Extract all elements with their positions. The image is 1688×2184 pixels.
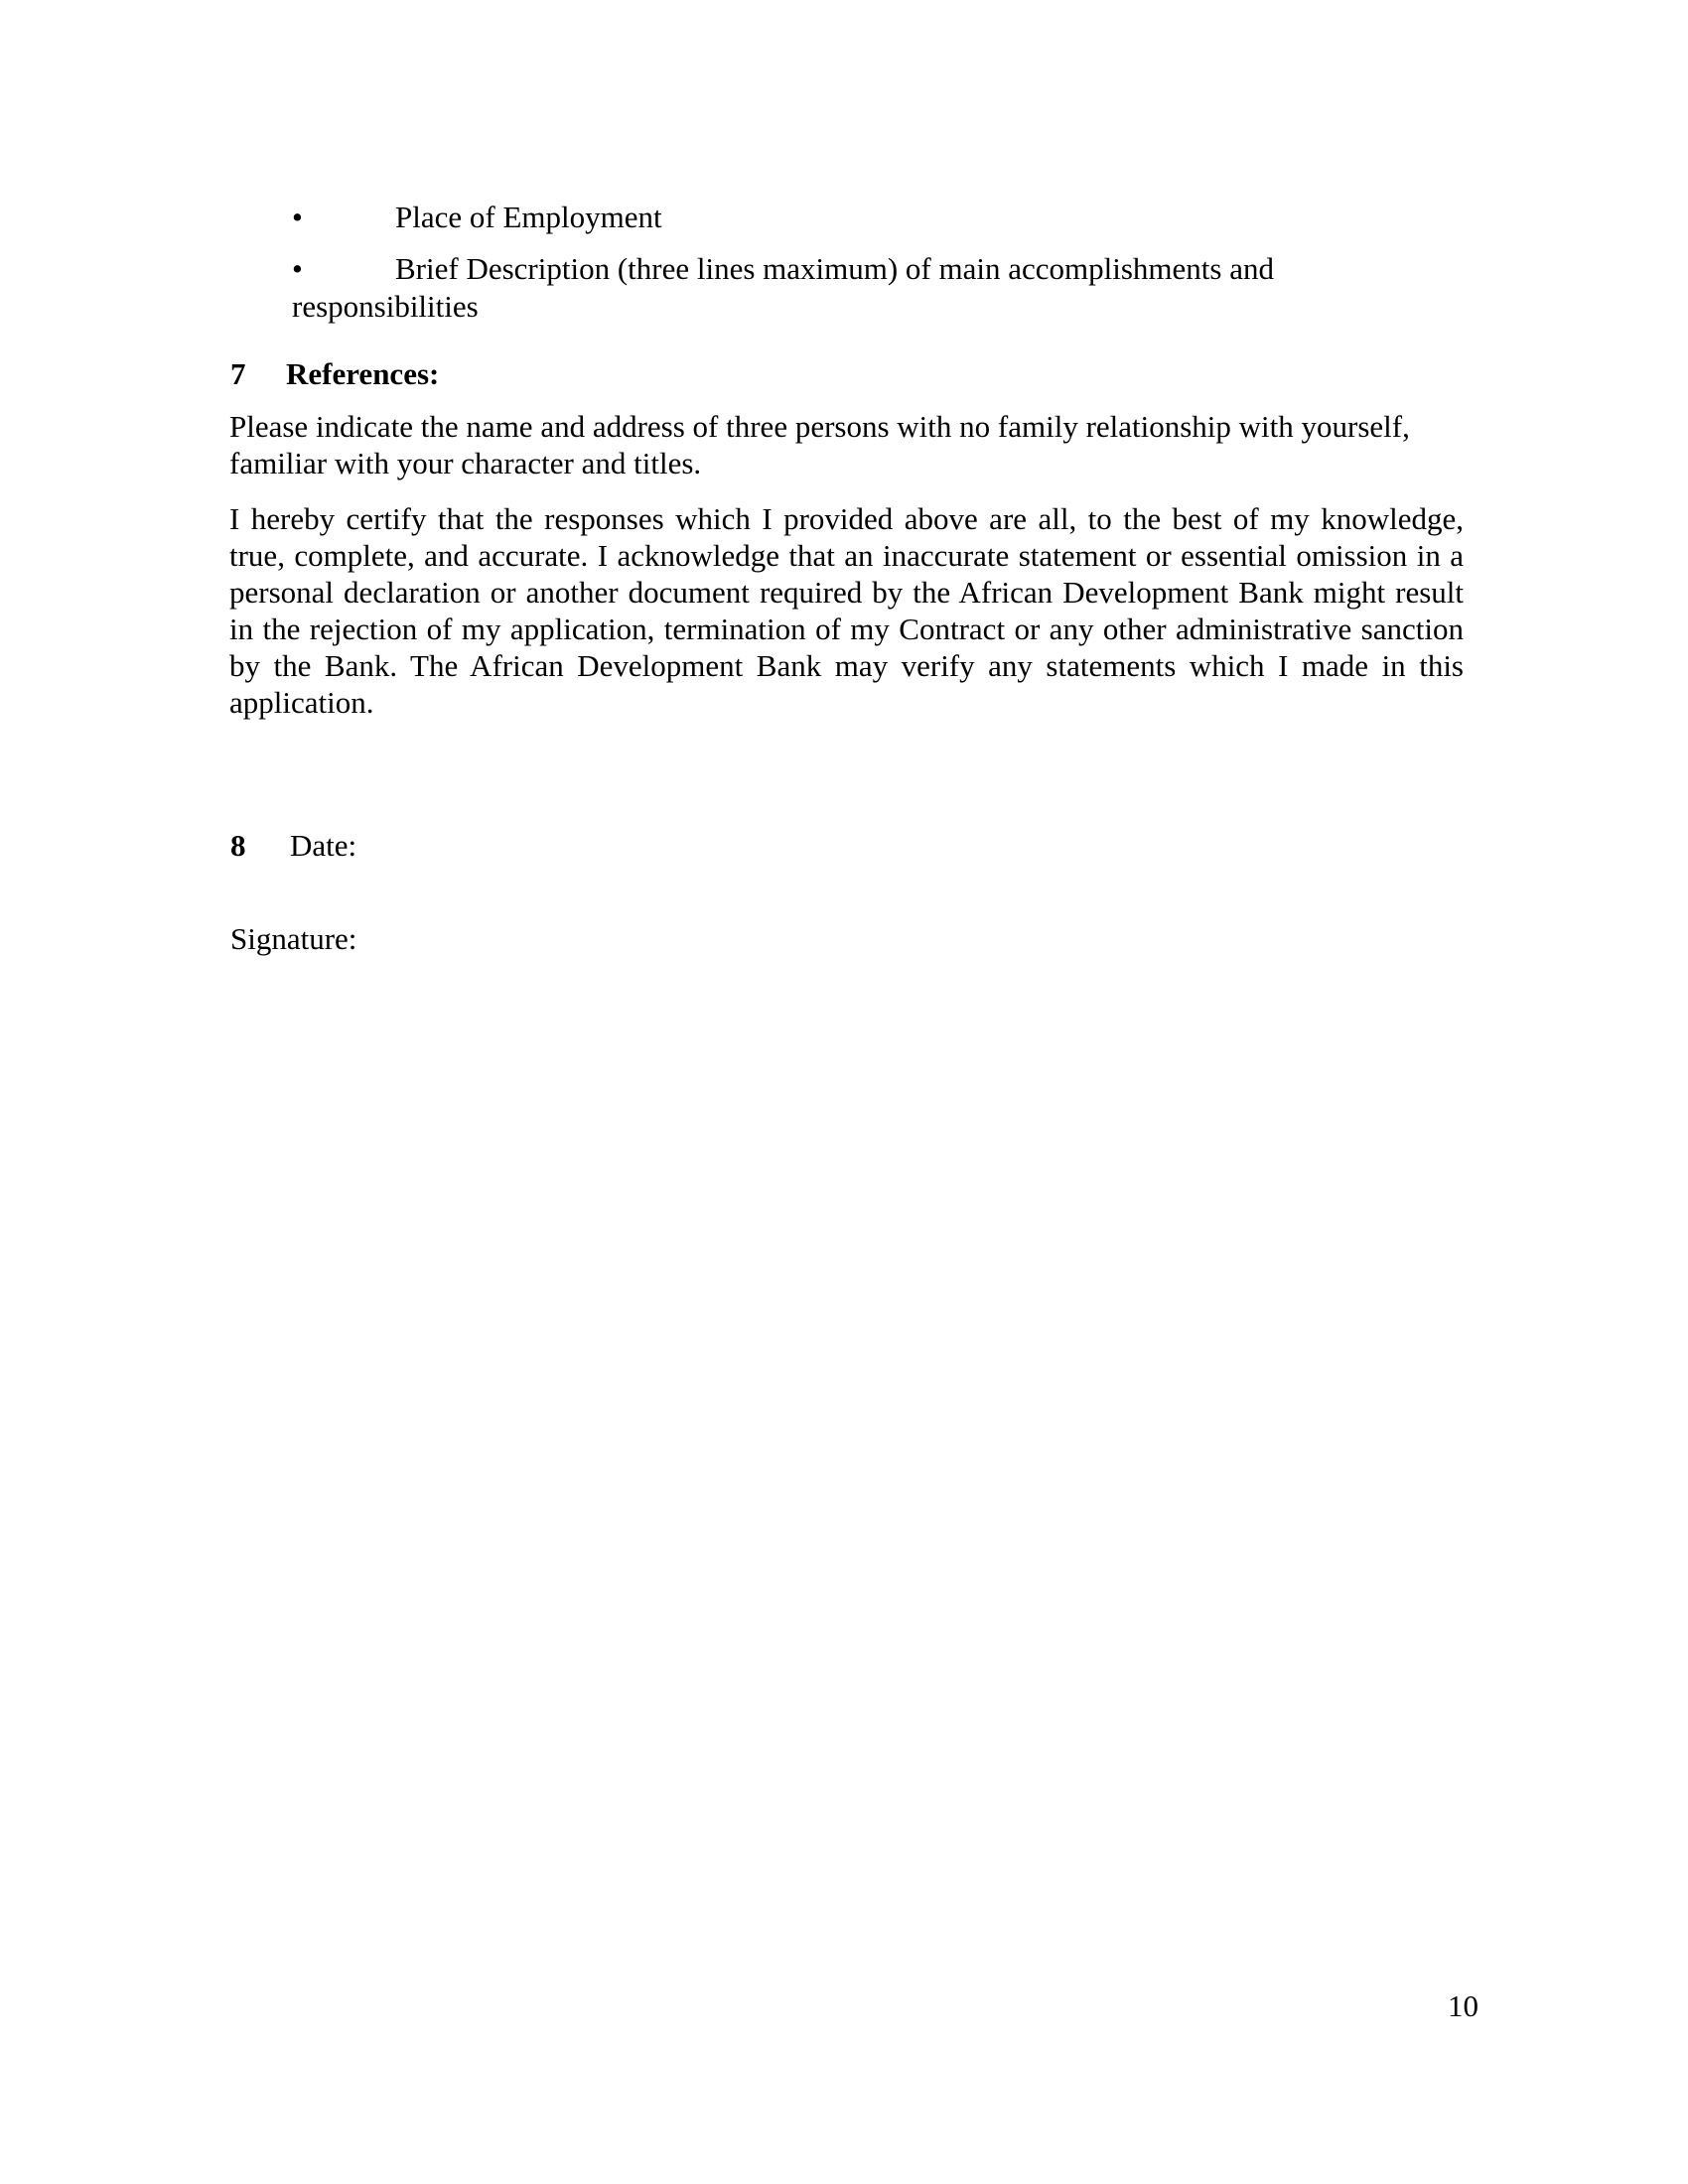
section-7-title: References: bbox=[286, 356, 440, 391]
references-instructions: Please indicate the name and address of three persons with no family relationship with yourself, familiar with your character and titles. bbox=[229, 409, 1410, 480]
bullet-marker: • bbox=[292, 251, 303, 286]
date-label: Date: bbox=[290, 828, 357, 863]
certification-statement: I hereby certify that the responses which I provided above are all, to the best of my knowledge, true, complete, and accurate. I acknowledge that an inaccurate statement or essential omission in a personal declaration or another document required by the African Development Bank might result in the rejection of my application, termination of my Contract or any other administrative sanction by the Bank. The African Development Bank may verify any statements which I made in this application. bbox=[229, 501, 1464, 720]
bullet-text: Place of Employment bbox=[395, 200, 662, 234]
section-7-number: 7 bbox=[230, 356, 246, 391]
section-8-number: 8 bbox=[230, 828, 246, 863]
bullet-text: Brief Description (three lines maximum) of main accomplishments and bbox=[395, 251, 1274, 286]
bullet-continuation-text: responsibilities bbox=[292, 289, 479, 324]
signature-label: Signature: bbox=[230, 921, 357, 956]
page-number: 10 bbox=[1448, 1988, 1478, 2023]
bullet-marker: • bbox=[292, 200, 303, 234]
